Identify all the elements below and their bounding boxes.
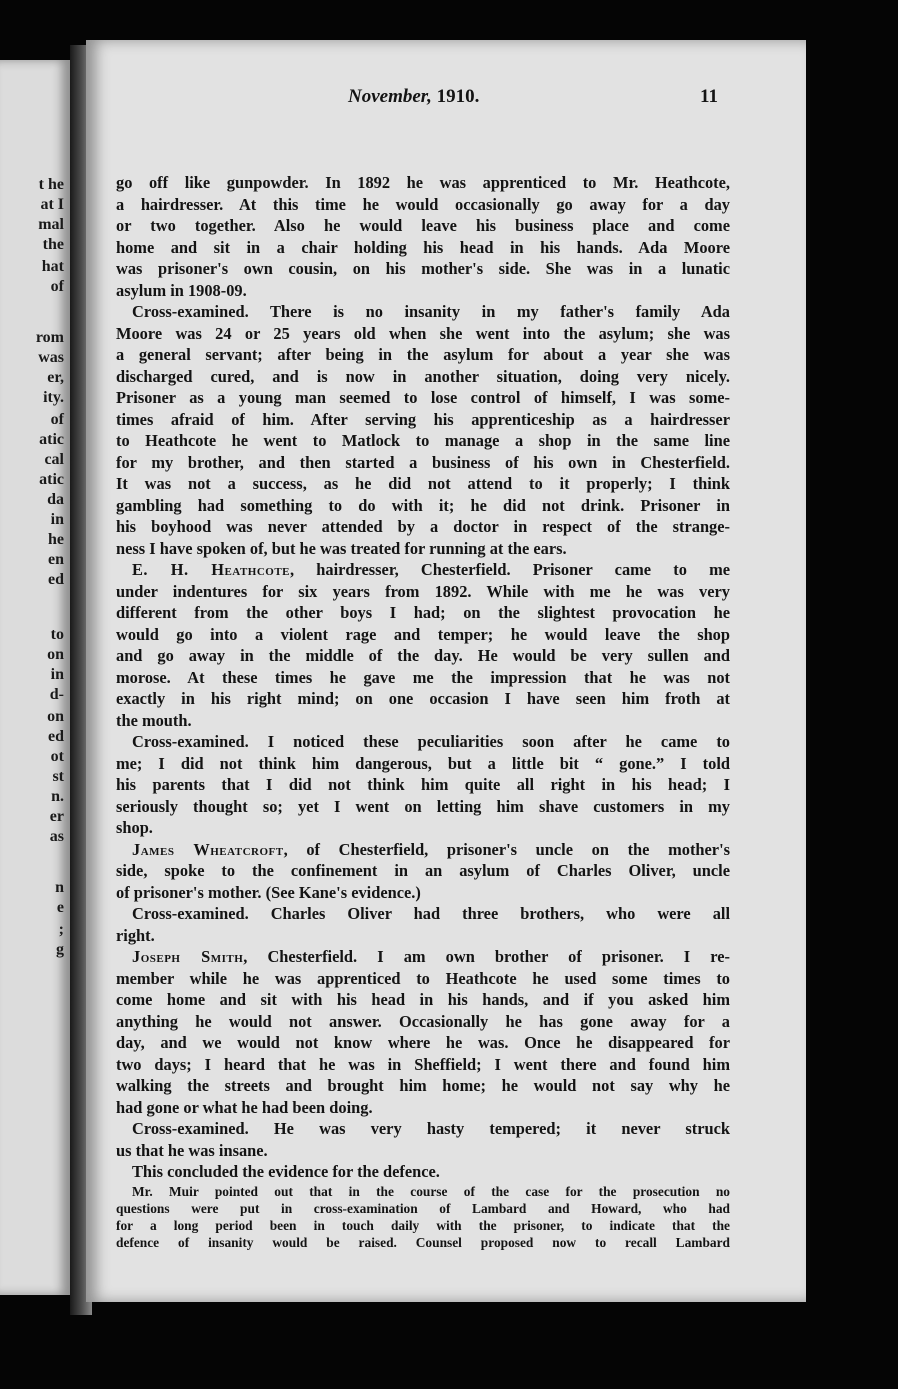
left-page-fragment: atic <box>39 471 64 488</box>
text-line: a hairdresser. At this time he would occasionally go away for a day <box>116 194 730 214</box>
left-page-fragment: atic <box>39 431 64 448</box>
left-page-fragment: was <box>38 349 64 366</box>
text-line: his parents that I did not think him quite all right in his head; I <box>116 775 730 794</box>
left-page-fragment: e <box>56 899 64 916</box>
text-line: and go away in the middle of the day. He would be very sullen and <box>116 646 730 665</box>
left-page-fragment: at I <box>40 196 64 213</box>
text-line: asylum in 1908-09. <box>116 280 247 300</box>
left-page-fragment: as <box>49 828 64 845</box>
text-line: come home and sit with his head in his hands, and if you asked him <box>116 990 730 1009</box>
left-page-fragment: n. <box>51 788 64 805</box>
left-page-fragment: ed <box>48 728 64 745</box>
left-page-fragment: rom <box>35 329 64 346</box>
text-line: day, and we would not know where he was. Once he disappeared for <box>116 1033 730 1052</box>
left-page-fragment: mal <box>38 216 64 233</box>
left-facing-page <box>0 60 70 1295</box>
page-number: 11 <box>700 86 718 107</box>
text-line: Moore was 24 or 25 years old when she went into the asylum; she was <box>116 323 730 343</box>
text-line: us that he was insane. <box>116 1140 268 1160</box>
text-line: right. <box>116 925 155 945</box>
footnote-line: for a long period been in touch daily with the prisoner, to indicate that the <box>116 1217 730 1233</box>
text-line: two days; I heard that he was in Sheffield; I went there and found him <box>116 1054 730 1074</box>
text-line: or two together. Also he would leave his business place and come <box>116 216 730 235</box>
footnote-line: Mr. Muir pointed out that in the course of the case for the prosecution no <box>132 1183 730 1199</box>
left-page-fragment: in <box>50 511 64 528</box>
text-line: times afraid of him. After serving his apprenticeship as a hairdresser <box>116 409 730 429</box>
footnote-line: questions were put in cross-examination of Lambard and Howard, who had <box>116 1200 730 1216</box>
text-line: discharged cured, and is now in another situation, doing very nicely. <box>116 366 730 386</box>
text-line: different from the other boys I had; on the slightest provocation he <box>116 603 730 622</box>
text-line: his boyhood was never attended by a doctor in respect of the strange- <box>116 517 730 536</box>
running-head-month: November, <box>348 86 432 107</box>
running-head-date <box>348 86 479 108</box>
text-line: Cross-examined. I noticed these peculiarities soon after he came to <box>132 732 730 751</box>
text-line: home and sit in a chair holding his head in his hands. Ada Moore <box>116 237 730 257</box>
text-line: shop. <box>116 818 153 837</box>
running-head <box>258 86 728 112</box>
text-line: of prisoner's mother. (See Kane's evidence.) <box>116 882 421 902</box>
text-line: was prisoner's own cousin, on his mother's side. She was in a lunatic <box>116 259 730 278</box>
text-line: member while he was apprenticed to Heathcote he used some times to <box>116 968 730 988</box>
left-page-fragment: en <box>48 551 64 568</box>
text-line: seriously thought so; yet I went on letting him shave customers in my <box>116 796 730 816</box>
left-page-fragment: to <box>50 626 64 643</box>
text-line: side, spoke to the confinement in an asylum of Charles Oliver, uncle <box>116 861 730 880</box>
text-line: me; I did not think him dangerous, but a little bit “ gone.” I told <box>116 753 730 773</box>
running-head-year: 1910. <box>436 86 480 107</box>
left-page-fragment: the <box>42 236 64 253</box>
text-line: ness I have spoken of, but he was treated for running at the ears. <box>116 538 567 558</box>
left-page-fragment: cal <box>44 451 64 468</box>
left-page-fragment: g <box>56 941 64 958</box>
text-line: gambling had something to do with it; he did not drink. Prisoner in <box>116 495 730 515</box>
text-line: exactly in his right mind; on one occasion I have seen him froth at <box>116 689 730 708</box>
left-page-fragment: hat <box>41 258 64 275</box>
text-line: walking the streets and brought him home; he would not say why he <box>116 1076 730 1095</box>
text-line: the mouth. <box>116 710 192 730</box>
left-page-fragment: ity. <box>43 389 64 406</box>
text-line: Cross-examined. Charles Oliver had three brothers, who were all <box>132 904 730 923</box>
text-line: Joseph Smith, Chesterfield. I am own brother of prisoner. I re- <box>132 947 730 966</box>
text-line: Cross-examined. There is no insanity in my father's family Ada <box>132 302 730 321</box>
left-page-fragment: t he <box>38 176 64 193</box>
left-page-fragment: of <box>50 411 64 428</box>
text-line: anything he would not answer. Occasionally he has gone away for a <box>116 1011 730 1031</box>
text-line: a general servant; after being in the asylum for about a year she was <box>116 345 730 364</box>
text-line: This concluded the evidence for the defence. <box>132 1162 440 1181</box>
text-line: James Wheatcroft, of Chesterfield, prisoner's uncle on the mother's <box>132 839 730 859</box>
text-line: morose. At these times he gave me the impression that he was not <box>116 667 730 687</box>
left-page-fragment: on <box>47 646 64 663</box>
left-page-fragment: er, <box>47 369 64 386</box>
left-page-fragment: er <box>49 808 64 825</box>
text-line: E. H. Heathcote, hairdresser, Chesterfield. Prisoner came to me <box>132 560 730 579</box>
text-line: to Heathcote he went to Matlock to manage a shop in the same line <box>116 431 730 450</box>
text-line: Cross-examined. He was very hasty tempered; it never struck <box>132 1119 730 1138</box>
left-page-fragment: he <box>48 531 64 548</box>
left-page-fragment: n <box>55 879 64 896</box>
left-page-fragment: da <box>47 491 64 508</box>
text-line: go off like gunpowder. In 1892 he was apprenticed to Mr. Heathcote, <box>116 173 730 192</box>
left-page-fragment: in <box>50 666 64 683</box>
left-page-fragment: ed <box>48 571 64 588</box>
text-line: under indentures for six years from 1892. While with me he was very <box>116 581 730 601</box>
text-line: had gone or what he had been doing. <box>116 1097 373 1117</box>
text-line: Prisoner as a young man seemed to lose control of himself, I was some- <box>116 388 730 407</box>
left-page-fragment: st <box>52 768 64 785</box>
left-page-fragment: d- <box>49 686 64 703</box>
left-page-fragment: ; <box>58 921 64 938</box>
text-line: It was not a success, as he did not attend to it properly; I think <box>116 474 730 493</box>
text-line: would go into a violent rage and temper; he would leave the shop <box>116 624 730 644</box>
left-page-fragment: of <box>50 278 64 295</box>
left-page-fragment: on <box>47 708 64 725</box>
page-text <box>116 172 730 1251</box>
text-line: for my brother, and then started a business of his own in Chesterfield. <box>116 452 730 472</box>
footnote-line: defence of insanity would be raised. Counsel proposed now to recall Lambard <box>116 1234 730 1250</box>
left-page-fragment: ot <box>50 748 64 765</box>
